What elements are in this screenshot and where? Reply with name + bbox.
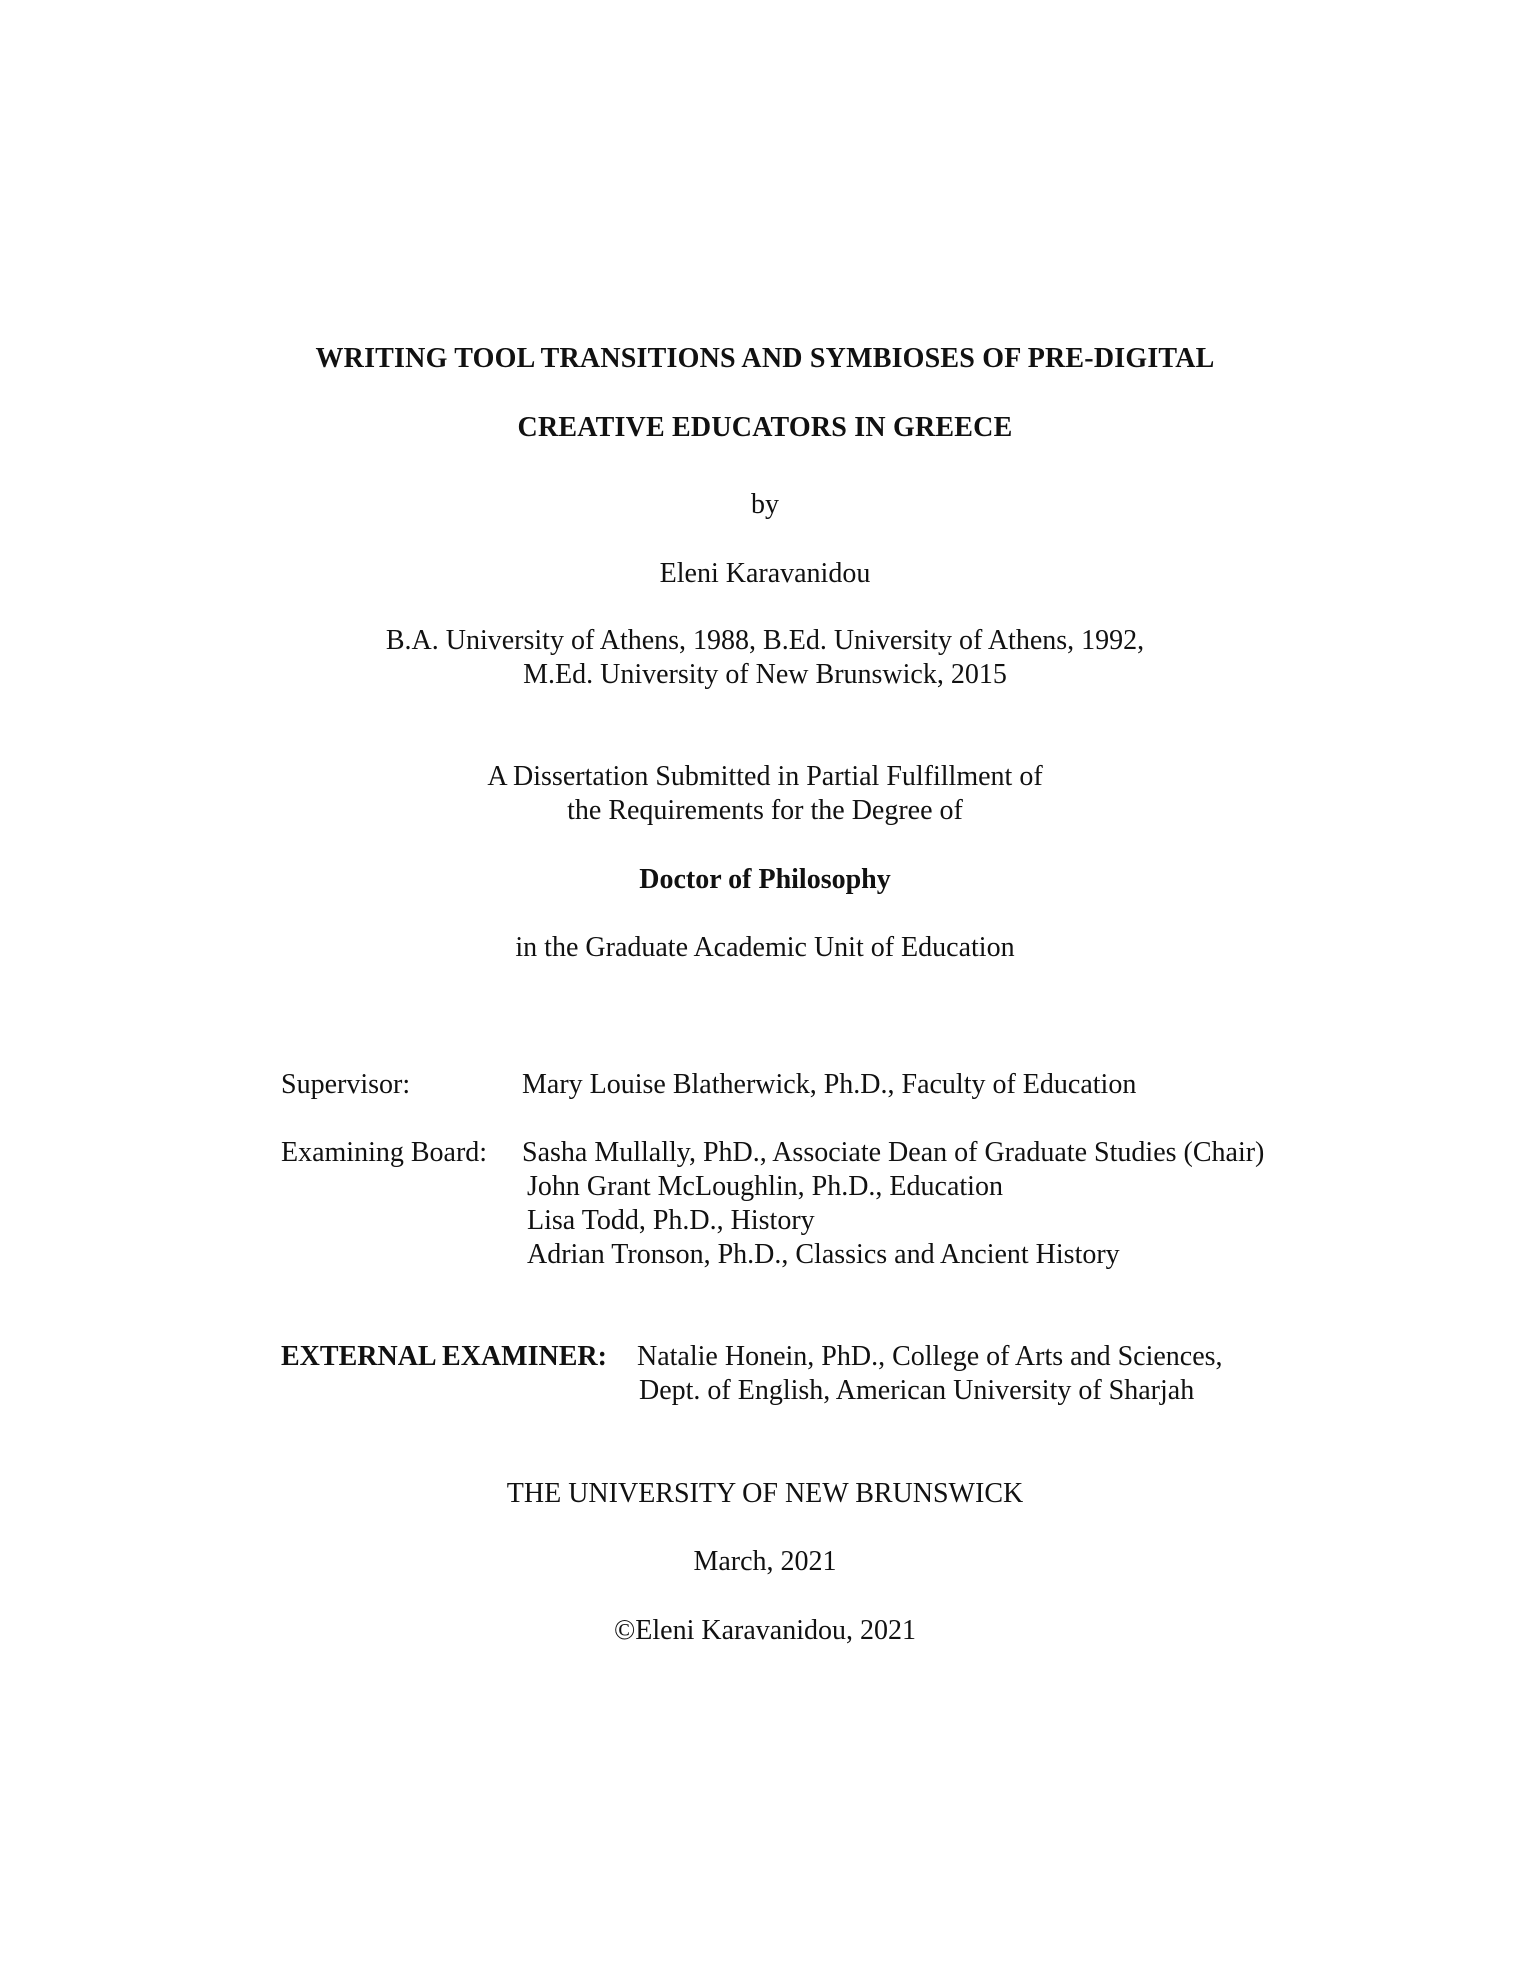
external-examiner-label: EXTERNAL EXAMINER: [281, 1341, 607, 1372]
thesis-title-line-2: CREATIVE EDUCATORS IN GREECE [517, 412, 1013, 443]
submission-statement-line-1: A Dissertation Submitted in Partial Fulfillment of [487, 761, 1043, 792]
examining-board-member: Sasha Mullally, PhD., Associate Dean of Graduate Studies (Chair) [522, 1137, 1265, 1168]
prior-degrees-line-1: B.A. University of Athens, 1988, B.Ed. University of Athens, 1992, [385, 625, 1145, 656]
examining-board-member: Adrian Tronson, Ph.D., Classics and Ancient History [527, 1239, 1120, 1270]
by-text: by [751, 489, 779, 520]
external-examiner-line-2: Dept. of English, American University of Sharjah [639, 1375, 1195, 1406]
submission-date: March, 2021 [693, 1546, 837, 1577]
examining-board-member: Lisa Todd, Ph.D., History [527, 1205, 815, 1236]
examining-board-label: Examining Board: [281, 1137, 488, 1168]
supervisor-name: Mary Louise Blatherwick, Ph.D., Faculty of Education [522, 1069, 1137, 1100]
university-name: THE UNIVERSITY OF NEW BRUNSWICK [506, 1478, 1024, 1509]
external-examiner-line-1: Natalie Honein, PhD., College of Arts and Sciences, [637, 1341, 1223, 1372]
prior-degrees-line-2: M.Ed. University of New Brunswick, 2015 [523, 659, 1007, 690]
author-name: Eleni Karavanidou [659, 558, 871, 589]
supervisor-label: Supervisor: [281, 1069, 411, 1100]
academic-unit: in the Graduate Academic Unit of Education [515, 932, 1015, 963]
copyright-notice: ©Eleni Karavanidou, 2021 [614, 1615, 916, 1646]
submission-statement-line-2: the Requirements for the Degree of [567, 795, 963, 826]
examining-board-member: John Grant McLoughlin, Ph.D., Education [527, 1171, 1003, 1202]
degree-name: Doctor of Philosophy [639, 864, 891, 895]
thesis-title-line-1: WRITING TOOL TRANSITIONS AND SYMBIOSES OF PRE-DIGITAL [315, 343, 1215, 374]
